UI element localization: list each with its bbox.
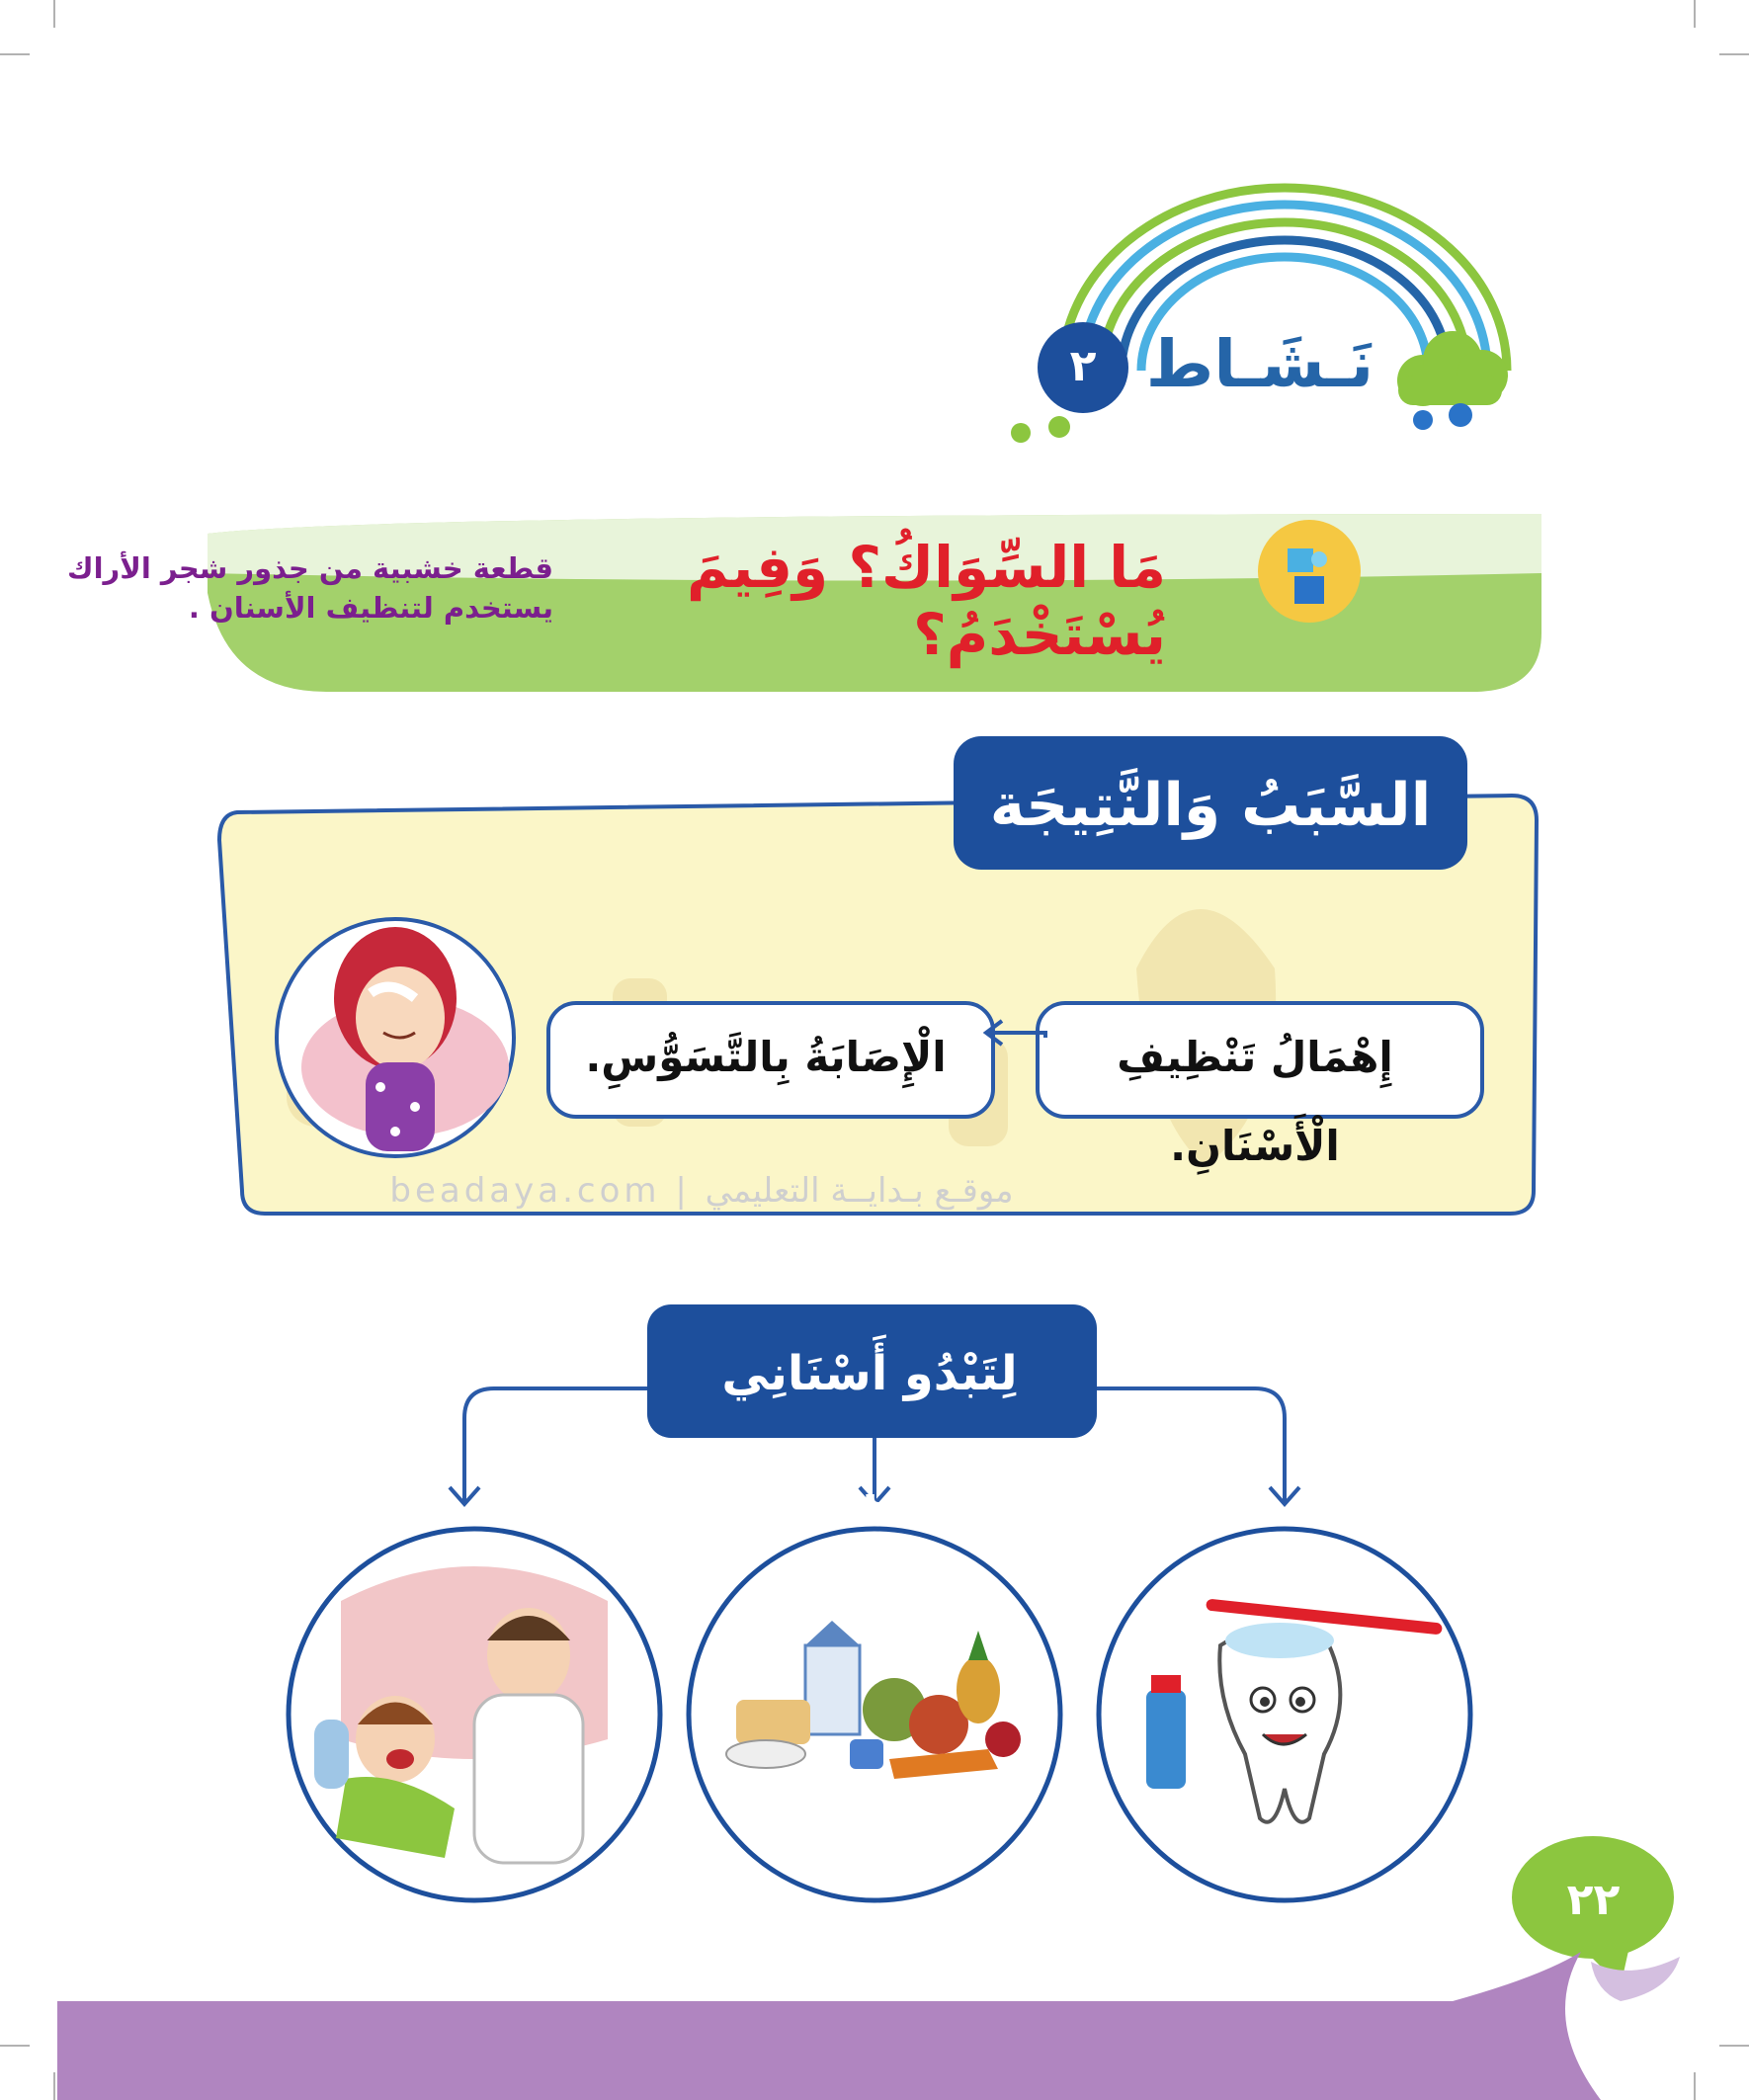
watermark-text: beadaya.com | موقـع بـدايــة التعليمي	[389, 1171, 1014, 1211]
activity-number: ٢	[1069, 341, 1097, 391]
sad-girl-icon	[277, 919, 514, 1156]
cause-effect-title: السَّبَبُ وَالنَّتِيجَة	[989, 771, 1432, 840]
activity-title: نَـشَـاط	[1145, 326, 1374, 402]
cloud-icon	[1397, 331, 1508, 406]
flower-icon	[1413, 403, 1472, 430]
result-text: الْإِصَابَةُ بِالتَّسَوُّسِ.	[585, 1033, 947, 1081]
healthy-food-icon	[689, 1529, 1060, 1900]
answer-text: قطعة خشبية من جذور شجر الأراك يستخدم لتنظيف الأسنان .	[67, 551, 553, 625]
dentist-icon	[289, 1529, 660, 1900]
puzzle-icon	[1258, 520, 1361, 623]
question-text: مَا السِّوَاكُ؟ وَفِيمَ يُسْتَخْدَمُ؟	[687, 534, 1166, 668]
cause-text: إِهْمَالُ تَنْظِيفِ الْأَسْنَانِ.	[1117, 1033, 1393, 1170]
footer-bar	[57, 1952, 1601, 2100]
beautiful-teeth-title: لِتَبْدُو أَسْنَانِي جَمِيلَةً:	[721, 1346, 1018, 1520]
flower-icon	[1011, 416, 1070, 443]
tooth-brushing-icon	[1099, 1529, 1470, 1900]
page-number: ٢٢	[1566, 1875, 1621, 1925]
